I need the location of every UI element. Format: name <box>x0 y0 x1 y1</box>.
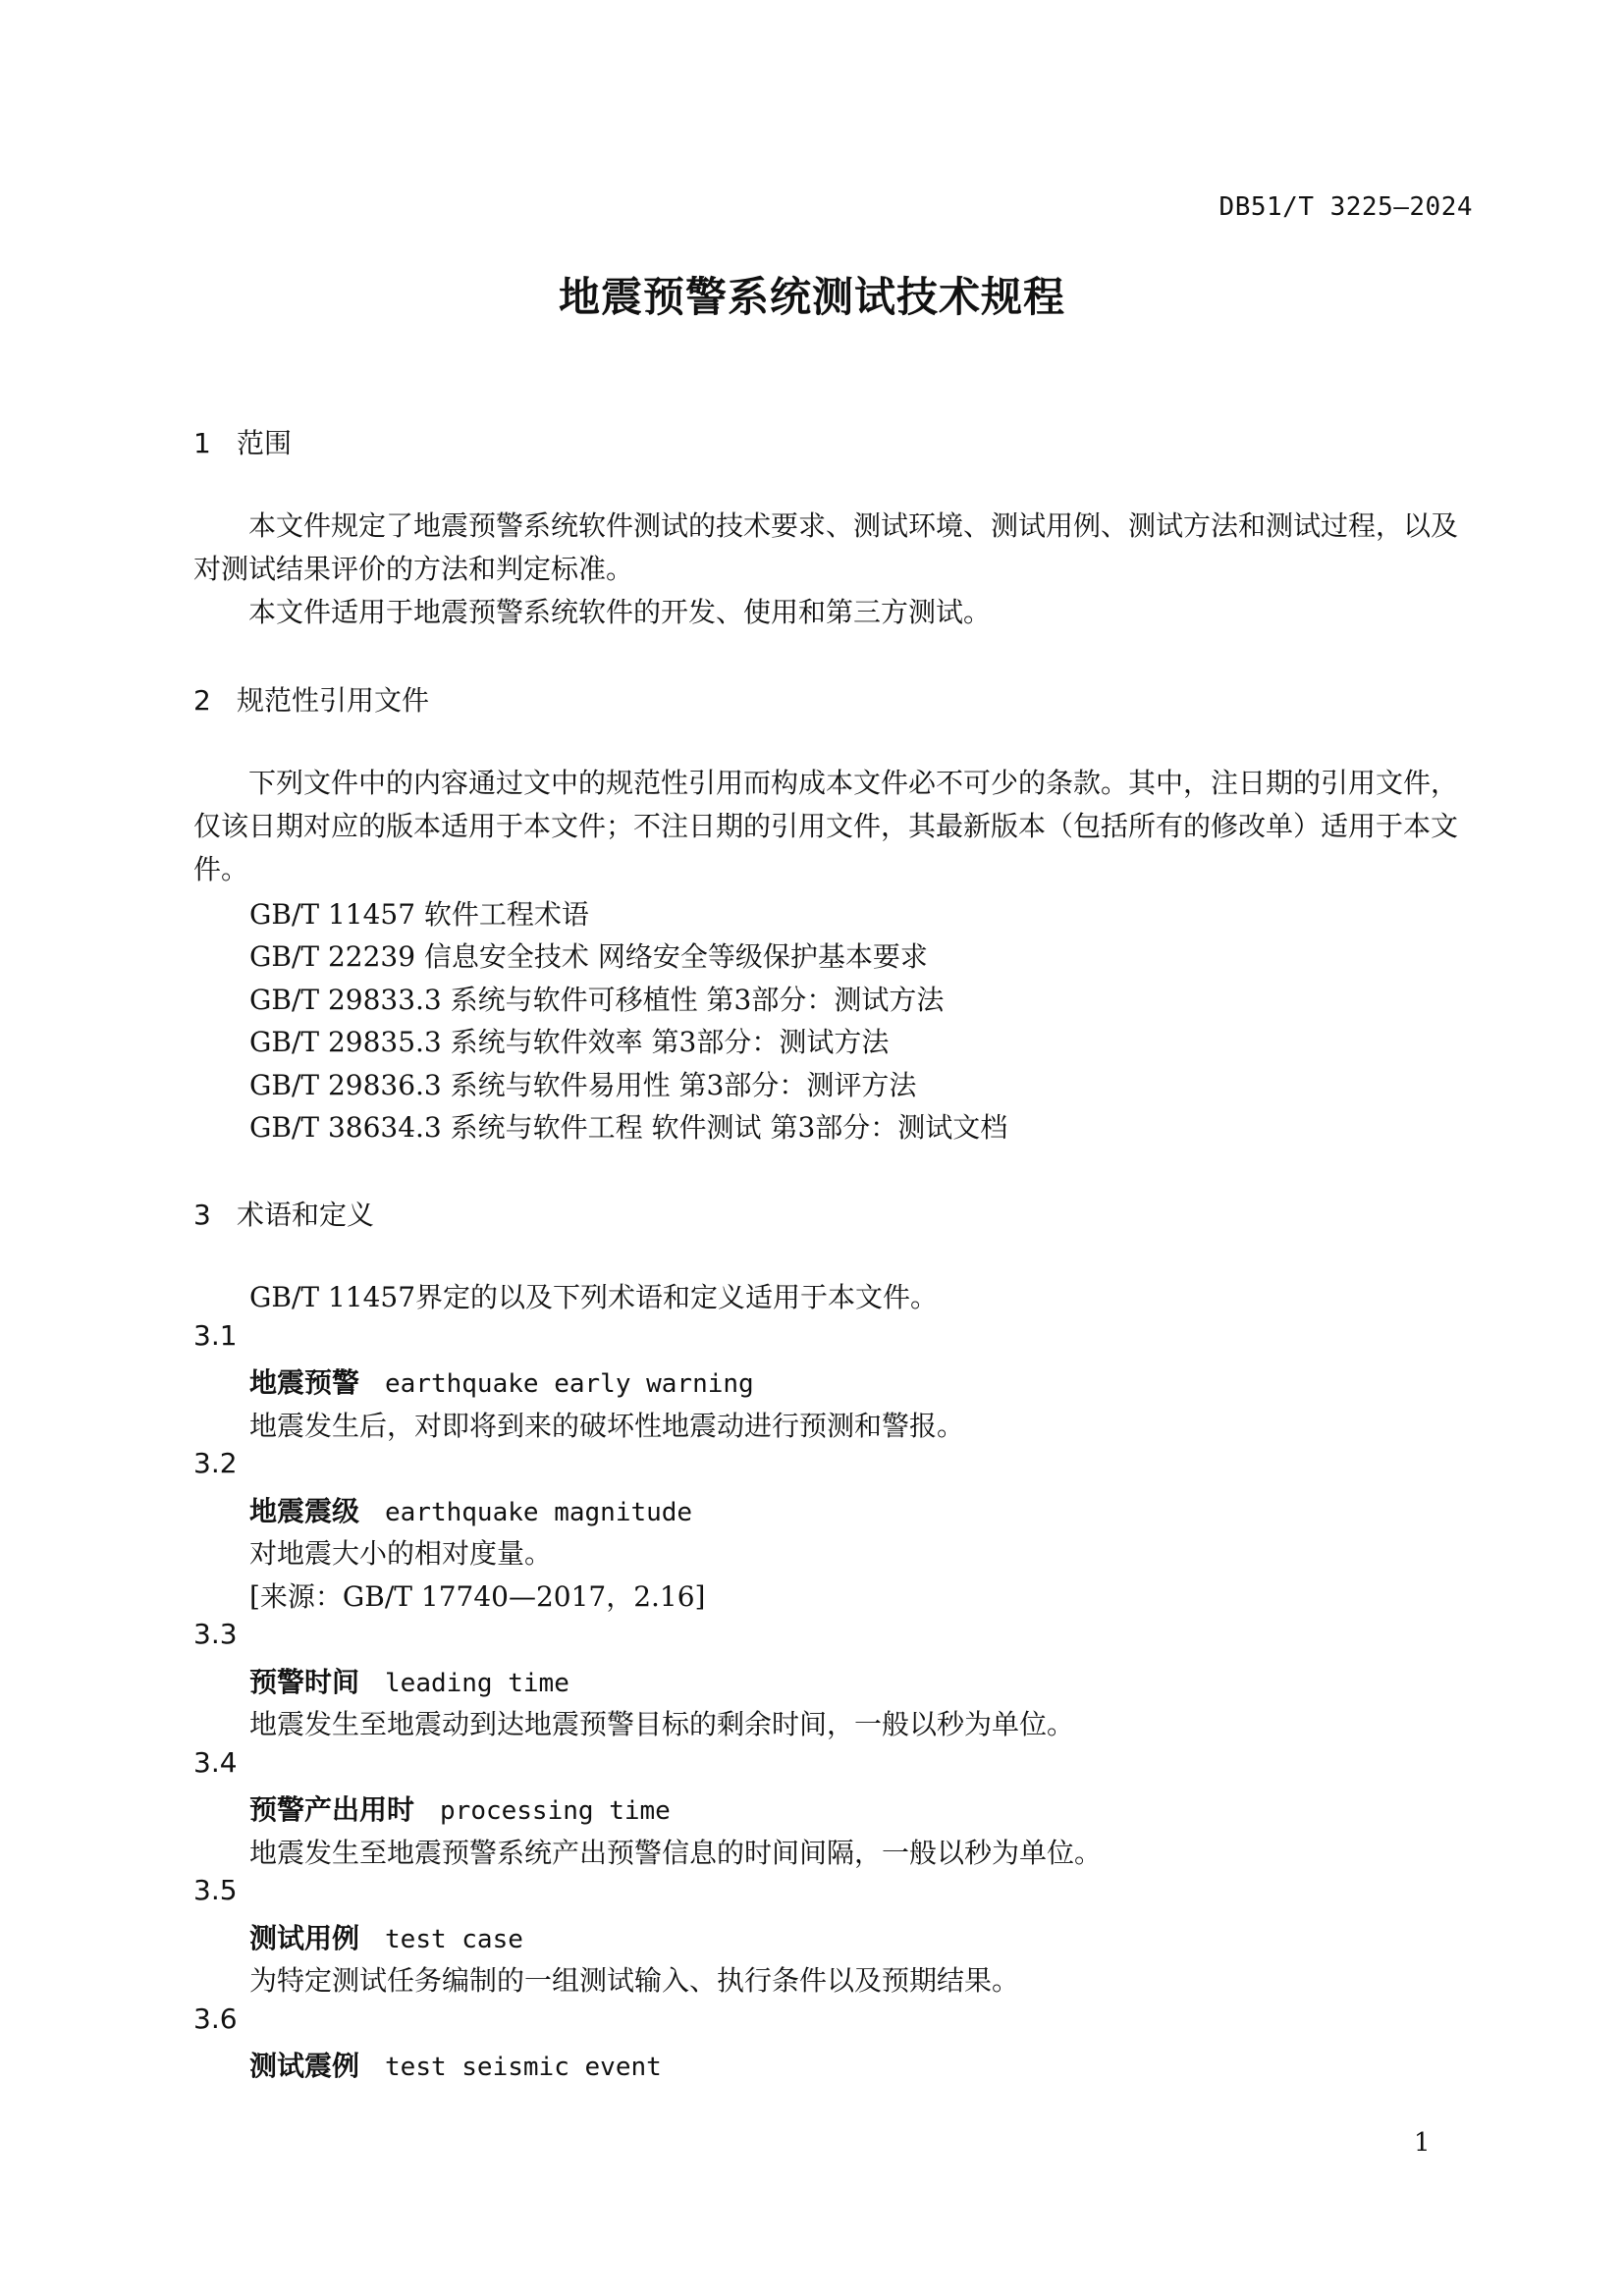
term-name <box>249 2045 662 2084</box>
term-name-en: processing time <box>440 1796 671 1826</box>
reference-item: GB/T 29835.3 系统与软件效率 第3部分：测试方法 <box>249 1026 890 1058</box>
term-name <box>249 1490 692 1529</box>
term-number: 3.6 <box>193 2002 238 2035</box>
term-name-zh: 地震预警 <box>249 1366 360 1399</box>
page-number: 1 <box>1414 2128 1431 2158</box>
term-name-en: test case <box>385 1925 523 1954</box>
term-name-en: leading time <box>385 1669 569 1698</box>
term-name <box>249 1789 671 1828</box>
term-name-zh: 测试震例 <box>249 2050 360 2082</box>
term-name-en: earthquake magnitude <box>385 1498 693 1527</box>
term-definition: 地震发生至地震动到达地震预警目标的剩余时间，一般以秒为单位。 <box>249 1708 1075 1740</box>
reference-item: GB/T 38634.3 系统与软件工程 软件测试 第3部分：测试文档 <box>249 1111 1008 1144</box>
scope-paragraph-2: 本文件适用于地震预警系统软件的开发、使用和第三方测试。 <box>248 596 992 628</box>
standard-code: DB51/T 3225—2024 <box>1218 192 1473 222</box>
reference-item: GB/T 11457 软件工程术语 <box>249 898 589 931</box>
section-number: 1 <box>193 427 211 459</box>
section-heading-terms <box>193 1194 374 1233</box>
section-number: 3 <box>193 1199 211 1231</box>
section-title: 范围 <box>237 427 293 459</box>
term-name-en: test seismic event <box>385 2053 662 2082</box>
reference-item: GB/T 29836.3 系统与软件易用性 第3部分：测评方法 <box>249 1069 917 1101</box>
term-name-zh: 测试用例 <box>249 1922 360 1954</box>
term-name-zh: 地震震级 <box>249 1495 360 1527</box>
terms-intro: GB/T 11457界定的以及下列术语和定义适用于本文件。 <box>249 1281 939 1313</box>
term-name <box>249 1661 569 1700</box>
section-heading-normative-references <box>193 679 429 719</box>
section-title: 术语和定义 <box>237 1199 375 1231</box>
term-definition: 地震发生至地震预警系统产出预警信息的时间间隔，一般以秒为单位。 <box>249 1837 1103 1869</box>
document-title: 地震预警系统测试技术规程 <box>558 273 1065 321</box>
reference-item: GB/T 29833.3 系统与软件可移植性 第3部分：测试方法 <box>249 984 945 1016</box>
term-number: 3.2 <box>193 1447 238 1479</box>
scope-paragraph-1: 本文件规定了地震预警系统软件测试的技术要求、测试环境、测试用例、测试方法和测试过程，以及对测试结果评价的方法和判定标准。 <box>193 509 1459 585</box>
section-number: 2 <box>193 684 211 717</box>
term-name-en: earthquake early warning <box>385 1369 754 1399</box>
term-number: 3.4 <box>193 1746 238 1779</box>
section-heading-scope <box>193 422 292 461</box>
term-source: [来源：GB/T 17740—2017，2.16] <box>249 1580 706 1613</box>
term-number: 3.1 <box>193 1319 238 1352</box>
term-definition: 为特定测试任务编制的一组测试输入、执行条件以及预期结果。 <box>249 1964 1020 1997</box>
term-definition: 地震发生后，对即将到来的破坏性地震动进行预测和警报。 <box>249 1410 965 1442</box>
term-name <box>249 1362 754 1401</box>
reference-item: GB/T 22239 信息安全技术 网络安全等级保护基本要求 <box>249 940 928 973</box>
section-title: 规范性引用文件 <box>237 684 430 717</box>
term-name-zh: 预警时间 <box>249 1666 360 1698</box>
term-number: 3.3 <box>193 1618 238 1650</box>
term-definition: 对地震大小的相对度量。 <box>249 1537 553 1570</box>
term-name <box>249 1917 523 1956</box>
term-name-zh: 预警产出用时 <box>249 1793 415 1826</box>
references-intro-paragraph: 下列文件中的内容通过文中的规范性引用而构成本文件必不可少的条款。其中，注日期的引用文件，仅该日期对应的版本适用于本文件；不注日期的引用文件，其最新版本（包括所有的修改单）适用于本文件。 <box>193 767 1459 885</box>
term-number: 3.5 <box>193 1874 238 1906</box>
